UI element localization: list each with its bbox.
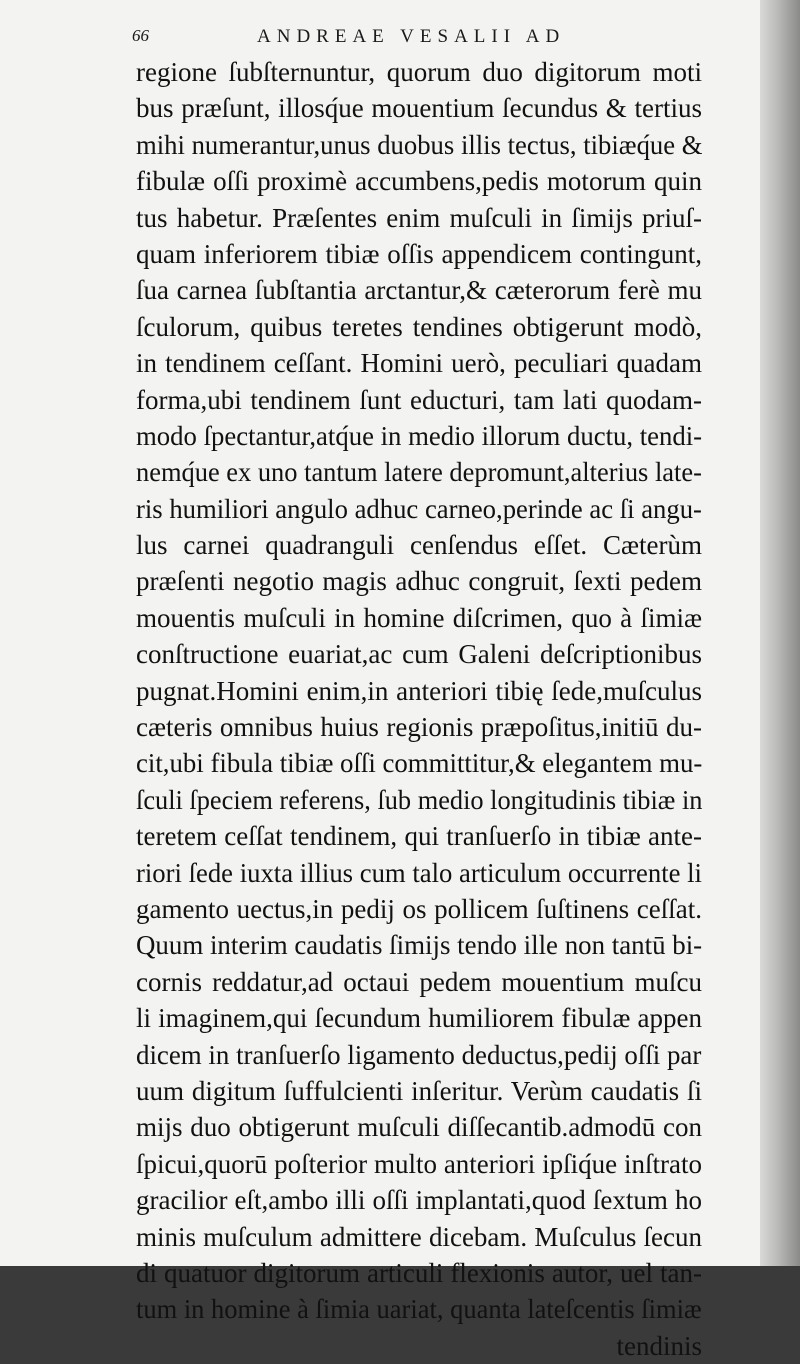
text-line: bus præſunt, illosq́ue mouentium ſecundus & tertius bbox=[136, 93, 702, 124]
text-line: regione ſubſternuntur, quorum duo digitorum moti bbox=[136, 57, 702, 87]
text-line: riori ſede iuxta illius cum talo articulum occurrente li bbox=[136, 857, 702, 888]
text-line: tus habetur. Præſentes enim muſculi in ſimijs priuſ- bbox=[136, 202, 702, 233]
text-line: dicem in tranſuerſo ligamento deductus,pedij oſſi par bbox=[136, 1039, 702, 1070]
page-edge bbox=[760, 0, 800, 1266]
text-line: in tendinem ceſſant. Homini uerò, peculiari quadam bbox=[136, 348, 702, 379]
text-line: ſua carnea ſubſtantia arctantur,& cæterorum ferè mu bbox=[136, 275, 702, 306]
text-line: cornis reddatur,ad octaui pedem mouentium muſcu bbox=[136, 966, 702, 997]
text-line: Quum interim caudatis ſimijs tendo ille non tantū bi- bbox=[136, 930, 703, 961]
text-line: fibulæ oſſi proximè accumbens,pedis motorum quin bbox=[136, 166, 702, 197]
text-line: teretem ceſſat tendinem, qui tranſuerſo in tibiæ ante- bbox=[136, 821, 702, 852]
text-line: di quatuor digitorum articuli flexionis autor, uel tan- bbox=[136, 1257, 702, 1288]
running-head: ANDREAE VESALII AD bbox=[257, 26, 566, 47]
text-line: quam inferiorem tibiæ oſſis appendicem contingunt, bbox=[136, 238, 702, 269]
text-line: ris humiliori angulo adhuc carneo,perinde ac ſi angu- bbox=[136, 493, 702, 524]
text-line: mijs duo obtigerunt muſculi diſſecantib.admodū con bbox=[136, 1112, 702, 1143]
text-line: ſculi ſpeciem referens, ſub medio longitudinis tibiæ in bbox=[136, 784, 703, 815]
text-line: lus carnei quadranguli cenſendus eſſet. Cæterùm bbox=[136, 530, 702, 561]
text-line: cæteris omnibus huius regionis præpoſitus,initiū du- bbox=[136, 712, 702, 743]
page-header bbox=[132, 26, 692, 50]
text-line: li imaginem,qui ſecundum humiliorem fibulæ appen bbox=[136, 1003, 702, 1034]
text-line: gracilior eſt,ambo illi oſſi implantati,quod ſextum ho bbox=[136, 1185, 702, 1216]
text-line: forma,ubi tendinem ſunt educturi, tam lati quodam- bbox=[136, 384, 702, 415]
text-line: minis muſculum admittere dicebam. Muſculus ſecun bbox=[136, 1221, 702, 1252]
text-line: cit,ubi fibula tibiæ oſſi committitur,& elegantem mu- bbox=[136, 748, 703, 779]
catchword: tendinis bbox=[616, 1330, 702, 1361]
text-line: ſpicui,quorū poſterior multo anteriori ipſiq́ue inſtrato bbox=[136, 1148, 702, 1179]
text-line: pugnat.Homini enim,in anteriori tibię ſede,muſculus bbox=[136, 675, 702, 706]
text-line: mihi numerantur,unus duobus illis tectus, tibiæq́ue & bbox=[136, 129, 703, 160]
text-line: modo ſpectantur,atq́ue in medio illorum ductu, tendi- bbox=[136, 420, 703, 451]
text-line: conſtructione euariat,ac cum Galeni deſcriptionibus bbox=[136, 639, 702, 670]
text-line: ſculorum, quibus teretes tendines obtigerunt modò, bbox=[136, 311, 702, 342]
text-line: præſenti negotio magis adhuc congruit, ſexti pedem bbox=[136, 566, 702, 597]
text-line: gamento uectus,in pedij os pollicem ſuſtinens ceſſat. bbox=[136, 893, 702, 924]
body-text bbox=[136, 54, 702, 1364]
text-line: nemq́ue ex uno tantum latere depromunt,alterius late- bbox=[136, 457, 702, 488]
text-line: uum digitum ſuffulcienti inſeritur. Verùm caudatis ſi bbox=[136, 1075, 702, 1106]
text-line: tum in homine à ſimia uariat, quanta lateſcentis ſimiæ bbox=[136, 1294, 702, 1325]
text-line: mouentis muſculi in homine diſcrimen, quo à ſimiæ bbox=[136, 602, 702, 633]
folio-number: 66 bbox=[132, 26, 149, 45]
